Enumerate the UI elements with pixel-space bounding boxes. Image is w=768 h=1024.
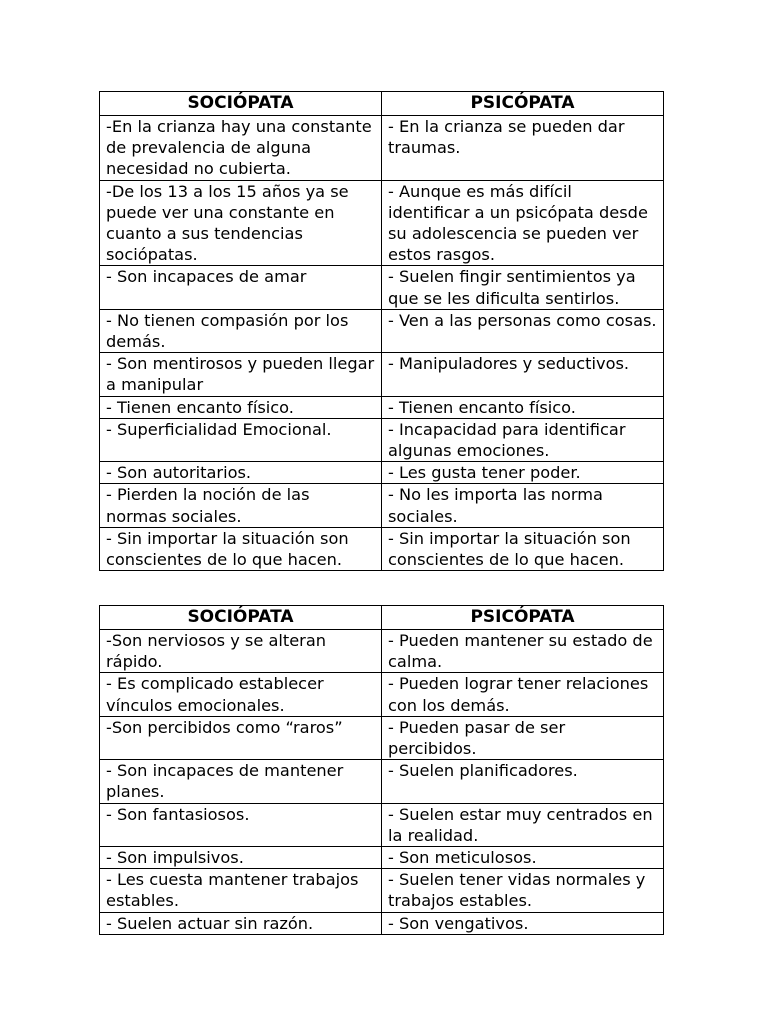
comparison-table-1 xyxy=(99,91,664,571)
psicopata-cell: - Manipuladores y seductivos. xyxy=(382,353,664,396)
sociopata-cell: - Es complicado establecer vínculos emocionales. xyxy=(100,673,382,716)
table-header-row xyxy=(100,92,664,116)
table-row xyxy=(100,116,664,181)
psicopata-cell: - Ven a las personas como cosas. xyxy=(382,309,664,352)
sociopata-cell: - Son impulsivos. xyxy=(100,847,382,869)
table-row xyxy=(100,462,664,484)
sociopata-cell: - Son mentirosos y pueden llegar a manipular xyxy=(100,353,382,396)
sociopata-cell: - Tienen encanto físico. xyxy=(100,396,382,418)
table-header-row xyxy=(100,606,664,630)
psicopata-cell: - En la crianza se pueden dar traumas. xyxy=(382,116,664,181)
psicopata-cell: - Pueden pasar de ser percibidos. xyxy=(382,716,664,759)
psicopata-cell: - Son meticulosos. xyxy=(382,847,664,869)
table-row xyxy=(100,418,664,461)
table-row xyxy=(100,630,664,673)
sociopata-cell: - Les cuesta mantener trabajos estables. xyxy=(100,869,382,912)
table-row xyxy=(100,760,664,803)
sociopata-cell: -De los 13 a los 15 años ya se puede ver una constante en cuanto a sus tendencias sociópatas. xyxy=(100,180,382,266)
table-row xyxy=(100,803,664,846)
table-row xyxy=(100,396,664,418)
sociopata-cell: - Son autoritarios. xyxy=(100,462,382,484)
comparison-table-2 xyxy=(99,605,664,935)
sociopata-cell: -Son nerviosos y se alteran rápido. xyxy=(100,630,382,673)
psicopata-cell: - Sin importar la situación son conscientes de lo que hacen. xyxy=(382,527,664,570)
table-row xyxy=(100,484,664,527)
header-sociopata: SOCIÓPATA xyxy=(100,606,382,630)
psicopata-cell: - No les importa las norma sociales. xyxy=(382,484,664,527)
table-row xyxy=(100,353,664,396)
psicopata-cell: - Tienen encanto físico. xyxy=(382,396,664,418)
sociopata-cell: - Son fantasiosos. xyxy=(100,803,382,846)
psicopata-cell: - Pueden lograr tener relaciones con los demás. xyxy=(382,673,664,716)
psicopata-cell: - Les gusta tener poder. xyxy=(382,462,664,484)
psicopata-cell: - Incapacidad para identificar algunas emociones. xyxy=(382,418,664,461)
header-psicopata: PSICÓPATA xyxy=(382,606,664,630)
psicopata-cell: - Suelen estar muy centrados en la realidad. xyxy=(382,803,664,846)
sociopata-cell: - Son incapaces de mantener planes. xyxy=(100,760,382,803)
psicopata-cell: - Suelen tener vidas normales y trabajos estables. xyxy=(382,869,664,912)
header-psicopata: PSICÓPATA xyxy=(382,92,664,116)
table-row xyxy=(100,527,664,570)
table-row xyxy=(100,309,664,352)
table-row xyxy=(100,847,664,869)
psicopata-cell: - Son vengativos. xyxy=(382,912,664,934)
psicopata-cell: - Suelen fingir sentimientos ya que se les dificulta sentirlos. xyxy=(382,266,664,309)
table-row xyxy=(100,716,664,759)
table-row xyxy=(100,673,664,716)
psicopata-cell: - Pueden mantener su estado de calma. xyxy=(382,630,664,673)
sociopata-cell: - Pierden la noción de las normas sociales. xyxy=(100,484,382,527)
table-row xyxy=(100,180,664,266)
sociopata-cell: - Suelen actuar sin razón. xyxy=(100,912,382,934)
sociopata-cell: - Superficialidad Emocional. xyxy=(100,418,382,461)
psicopata-cell: - Aunque es más difícil identificar a un psicópata desde su adolescencia se pueden ver estos rasgos. xyxy=(382,180,664,266)
sociopata-cell: -En la crianza hay una constante de prevalencia de alguna necesidad no cubierta. xyxy=(100,116,382,181)
header-sociopata: SOCIÓPATA xyxy=(100,92,382,116)
sociopata-cell: - Son incapaces de amar xyxy=(100,266,382,309)
sociopata-cell: - No tienen compasión por los demás. xyxy=(100,309,382,352)
sociopata-cell: - Sin importar la situación son conscientes de lo que hacen. xyxy=(100,527,382,570)
table-row xyxy=(100,912,664,934)
psicopata-cell: - Suelen planificadores. xyxy=(382,760,664,803)
table-row xyxy=(100,869,664,912)
table-row xyxy=(100,266,664,309)
sociopata-cell: -Son percibidos como “raros” xyxy=(100,716,382,759)
